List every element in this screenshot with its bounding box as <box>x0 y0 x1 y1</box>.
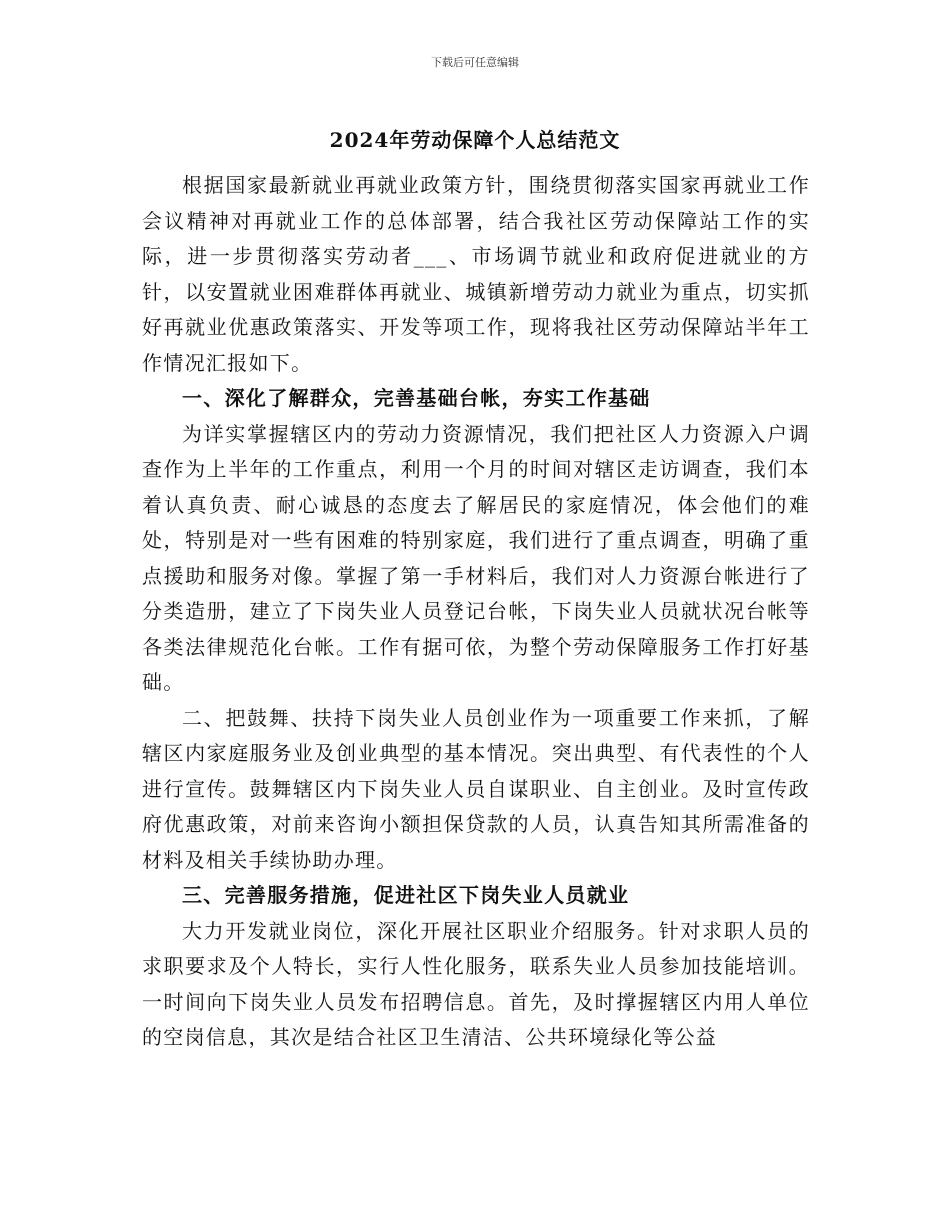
section-2-paragraph: 二、把鼓舞、扶持下岗失业人员创业作为一项重要工作来抓，了解辖区内家庭服务业及创业典型的基本情况。突出典型、有代表性的个人进行宣传。鼓舞辖区内下岗失业人员自谋职业、自主创业。及时宣传政府优惠政策，对前来咨询小额担保贷款的人员，认真告知其所需准备的材料及相关手续协助办理。 <box>142 705 810 872</box>
section-heading-3: 三、完善服务措施，促进社区下岗失业人员就业 <box>182 883 630 907</box>
document-title: 2024年劳动保障个人总结范文 <box>329 128 621 152</box>
section-3-paragraph: 大力开发就业岗位，深化开展社区职业介绍服务。针对求职人员的求职要求及个人特长，实行人性化服务，联系失业人员参加技能培训。一时间向下岗失业人员发布招聘信息。首先，及时撑握辖区内用人单位的空岗信息，其次是结合社区卫生清洁、公共环境绿化等公益 <box>142 918 810 1049</box>
header-note: 下载后可任意编辑 <box>431 56 519 69</box>
section-1-paragraph: 为详实掌握辖区内的劳动力资源情况，我们把社区人力资源入户调查作为上半年的工作重点，利用一个月的时间对辖区走访调查，我们本着认真负责、耐心诚恳的态度去了解居民的家庭情况，体会他们的难处，特别是对一些有困难的特别家庭，我们进行了重点调查，明确了重点援助和服务对像。掌握了第一手材料后，我们对人力资源台帐进行了分类造册，建立了下岗失业人员登记台帐，下岗失业人员就状况台帐等各类法律规范化台帐。工作有据可依，为整个劳动保障服务工作打好基础。 <box>142 421 810 694</box>
section-heading-1: 一、深化了解群众，完善基础台帐，夯实工作基础 <box>182 386 651 410</box>
document-body <box>142 168 810 1056</box>
intro-paragraph: 根据国家最新就业再就业政策方针，围绕贯彻落实国家再就业工作会议精神对再就业工作的总体部署，结合我社区劳动保障站工作的实际，进一步贯彻落实劳动者___、市场调节就业和政府促进就业的方针，以安置就业困难群体再就业、城镇新增劳动力就业为重点，切实抓好再就业优惠政策落实、开发等项工作，现将我社区劳动保障站半年工作情况汇报如下。 <box>142 173 810 375</box>
